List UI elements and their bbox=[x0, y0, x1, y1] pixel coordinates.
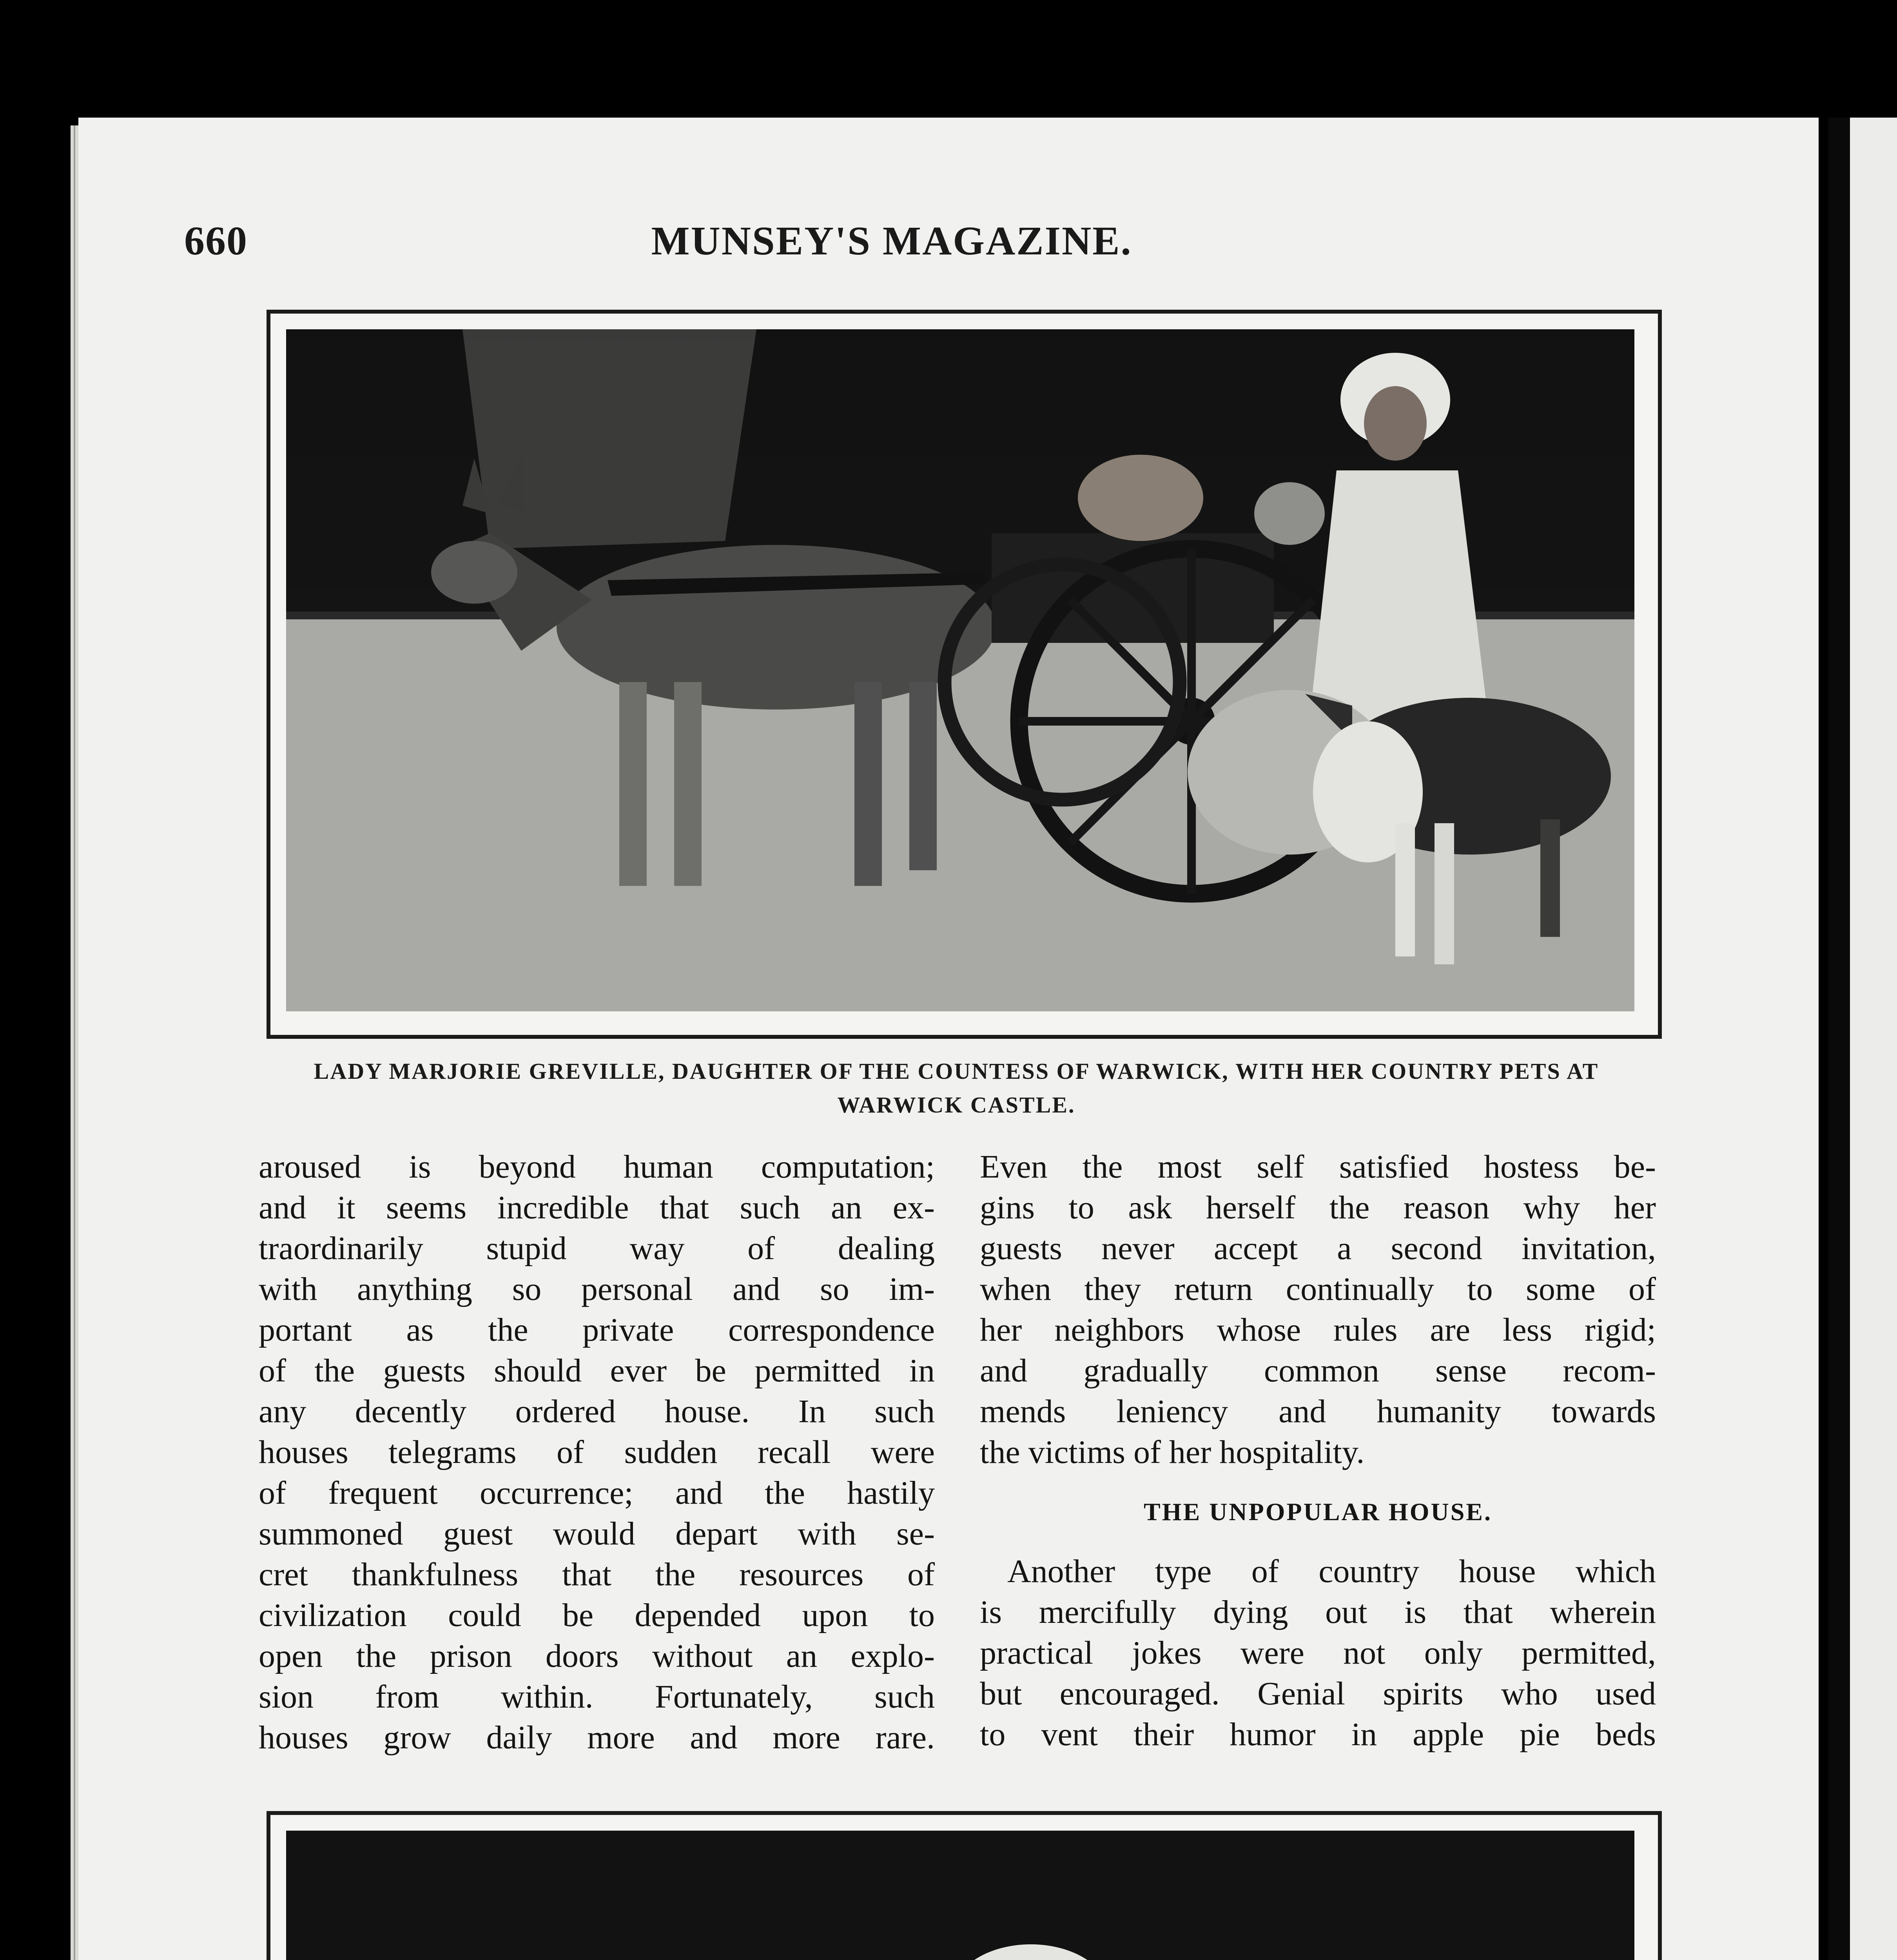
photo-background bbox=[286, 1831, 1634, 1960]
photo-top-image bbox=[286, 329, 1642, 1019]
happy-family-photo bbox=[286, 1831, 1634, 1960]
text-line: Another type of country house which bbox=[1007, 1553, 1656, 1590]
text-line: civilization could be depended upon to bbox=[259, 1597, 935, 1633]
text-line: summoned guest would depart with se- bbox=[259, 1515, 935, 1552]
photo-top bbox=[267, 310, 1662, 1039]
caption-top bbox=[259, 1054, 1654, 1122]
caption-top-line2: WARWICK CASTLE. bbox=[837, 1092, 1075, 1118]
text-line: gins to ask herself the reason why her bbox=[980, 1189, 1656, 1226]
text-column-left bbox=[259, 1147, 935, 1758]
text-line: houses grow daily more and more rare. bbox=[259, 1719, 935, 1756]
text-line: cret thankfulness that the resources of bbox=[259, 1556, 935, 1593]
text-column-right bbox=[980, 1147, 1656, 1755]
caption-top-line1: LADY MARJORIE GREVILLE, DAUGHTER OF THE COUNTESS OF WARWICK, WITH HER COUNTRY PETS AT bbox=[314, 1058, 1599, 1084]
text-line: of frequent occurrence; and the hastily bbox=[259, 1475, 935, 1511]
text-line: her neighbors whose rules are less rigid; bbox=[980, 1312, 1656, 1348]
text-line: with anything so personal and so im- bbox=[259, 1271, 935, 1307]
text-line: and it seems incredible that such an ex- bbox=[259, 1189, 935, 1226]
text-line: mends leniency and humanity towards bbox=[980, 1393, 1656, 1430]
binding-gutter bbox=[1828, 118, 1850, 1960]
text-line: guests never accept a second invitation, bbox=[980, 1230, 1656, 1267]
text-line: traordinarily stupid way of dealing bbox=[259, 1230, 935, 1267]
running-head: MUNSEY'S MAGAZINE. bbox=[651, 218, 1132, 263]
text-line: is mercifully dying out is that wherein bbox=[980, 1594, 1656, 1630]
facing-page-edge bbox=[1850, 118, 1897, 1960]
text-line: sion from within. Fortunately, such bbox=[259, 1679, 935, 1715]
page-number: 660 bbox=[184, 218, 248, 263]
text-line: of the guests should ever be permitted in bbox=[259, 1352, 935, 1389]
section-heading: THE UNPOPULAR HOUSE. bbox=[1144, 1498, 1492, 1526]
text-line: portant as the private correspondence bbox=[259, 1312, 935, 1348]
text-line: the victims of her hospitality. bbox=[980, 1434, 1365, 1470]
text-line: any decently ordered house. In such bbox=[259, 1393, 935, 1430]
text-line: practical jokes were not only permitted, bbox=[980, 1635, 1656, 1671]
text-line: aroused is beyond human computation; bbox=[259, 1149, 935, 1185]
text-line: but encouraged. Genial spirits who used bbox=[980, 1675, 1656, 1712]
dog-in-cart bbox=[1078, 455, 1203, 541]
photo-bottom bbox=[267, 1811, 1662, 1960]
text-line: and gradually common sense recom- bbox=[980, 1352, 1656, 1389]
photo-bottom-image bbox=[286, 1831, 1642, 1960]
small-dog bbox=[1254, 482, 1325, 545]
text-line: when they return continually to some of bbox=[980, 1271, 1656, 1307]
stone-wall bbox=[462, 329, 756, 549]
donkey-cart-photo bbox=[286, 329, 1634, 1011]
text-line: houses telegrams of sudden recall were bbox=[259, 1434, 935, 1470]
text-line: to vent their humor in apple pie beds bbox=[980, 1716, 1656, 1753]
text-line: Even the most self satisfied hostess be- bbox=[980, 1149, 1656, 1185]
text-line: open the prison doors without an explo- bbox=[259, 1638, 935, 1674]
